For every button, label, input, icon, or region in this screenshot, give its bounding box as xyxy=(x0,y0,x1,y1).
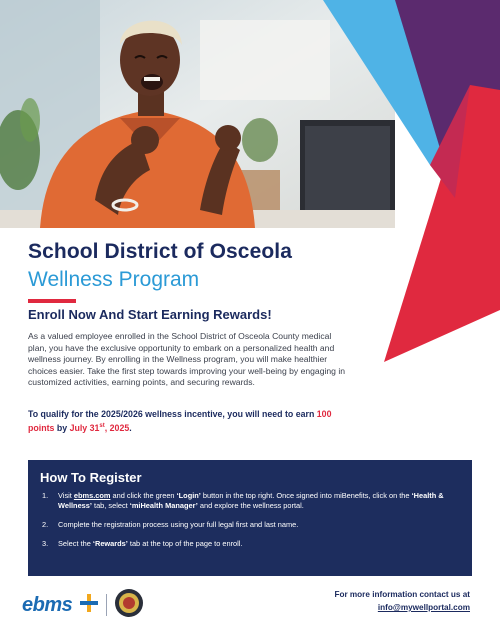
register-step-2: 2. Complete the registration process using your full legal first and last name. xyxy=(42,520,299,529)
ebms-plus-icon xyxy=(80,594,98,612)
red-shape xyxy=(384,85,500,362)
qualify-prefix: To qualify for the 2025/2026 wellness incentive, you will need to earn xyxy=(28,409,315,419)
register-steps xyxy=(40,491,460,549)
contact-email-link[interactable]: info@mywellportal.com xyxy=(377,603,470,612)
headline: Enroll Now And Start Earning Rewards! xyxy=(28,307,272,322)
points-requirement: 100 points xyxy=(28,409,332,433)
purple-shape xyxy=(395,0,500,198)
page-title: School District of Osceola xyxy=(28,240,292,263)
register-heading: How To Register xyxy=(40,470,142,485)
overlap-shape xyxy=(430,85,470,198)
qualify-statement: To qualify for the 2025/2026 wellness incentive, you will need to earn 100 points by July 31st, 2025. xyxy=(28,409,332,433)
hero-photo xyxy=(0,0,395,228)
how-to-register-panel xyxy=(28,460,472,576)
ebms-logo: ebms xyxy=(22,594,73,616)
contact-line: For more information contact us at xyxy=(334,590,470,599)
intro-paragraph: As a valued employee enrolled in the School District of Osceola County medical plan, you have the exclusive opportunity to embark on a personalized health and wellness journey. By enrolling in the Wellness program, you will make healthier choices easier. Take the first step towards improving your well-being by engaging in customized activities, earning points, and securing rewards. xyxy=(28,331,346,388)
accent-divider xyxy=(28,299,76,303)
celebrating-woman-image xyxy=(0,0,395,228)
qualify-by: by xyxy=(56,422,68,433)
ebms-link[interactable]: ebms.com xyxy=(73,491,111,500)
logo-divider xyxy=(106,594,107,616)
register-step-1: 1. Visit ebms.com and click the green ‘Login’ button in the top right. Once signed into miBenefits, click on the ‘Health & Wellness’ tab, select ‘miHealth Manager’ and explore the wellness portal. xyxy=(42,491,444,510)
contact-info xyxy=(334,588,470,614)
school-district-seal-icon xyxy=(114,588,144,618)
page-subtitle: Wellness Program xyxy=(28,268,200,291)
register-step-3: 3. Select the ‘Rewards’ tab at the top of the page to enroll. xyxy=(42,539,243,548)
deadline-date: July 31st, 2025 xyxy=(69,422,130,433)
